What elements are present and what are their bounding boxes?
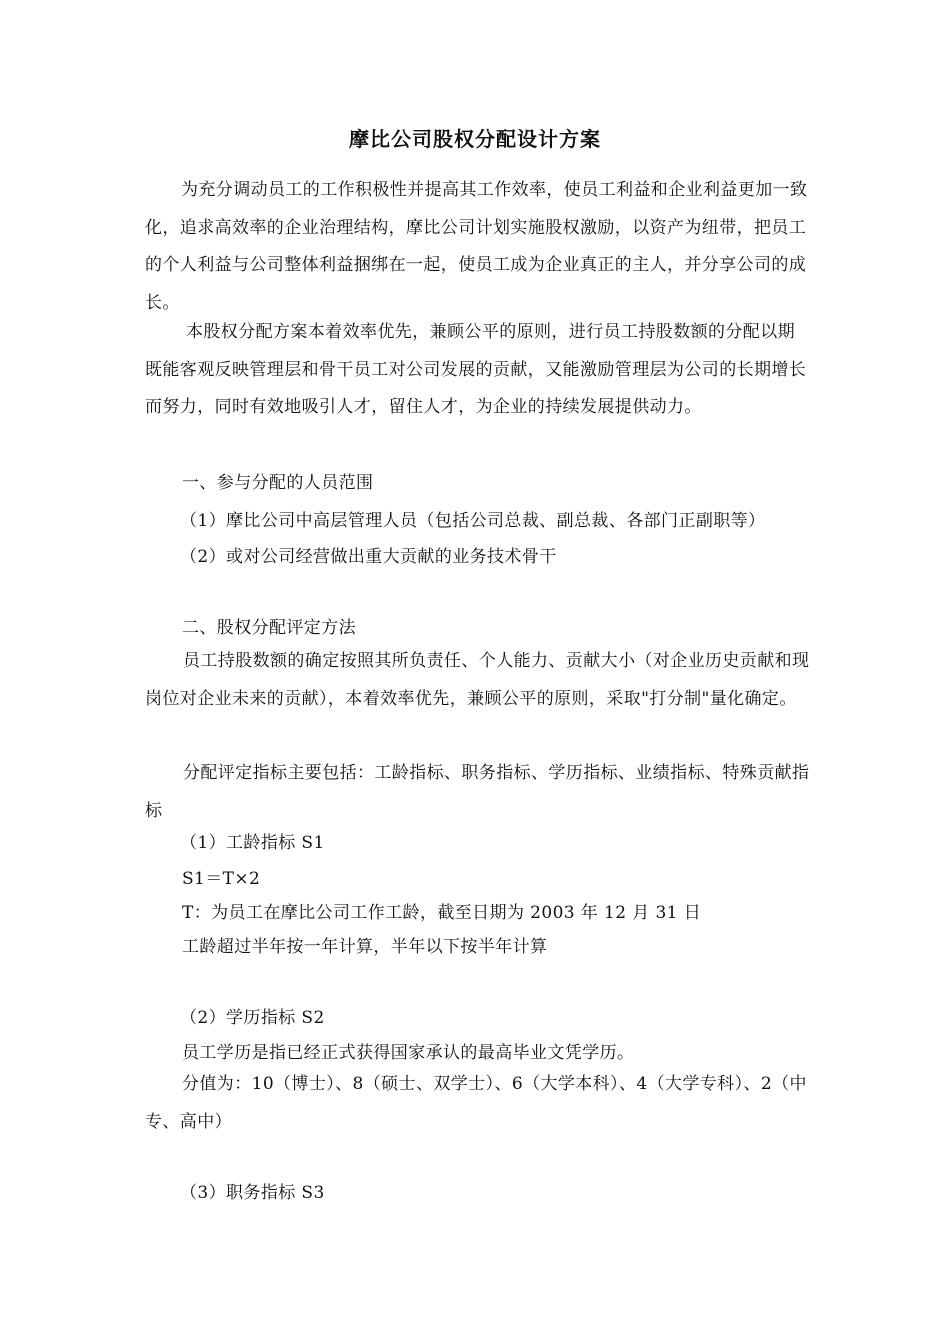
s2-definition: 员工学历是指已经正式获得国家承认的最高毕业文凭学历。 <box>182 1043 635 1063</box>
intro-paragraph-1: 为充分调动员工的工作积极性并提高其工作效率，使员工利益和企业利益更加一致化，追求高效率的企业治理结构，摩比公司计划实施股权激励，以资产为纽带，把员工的个人利益与公司整体利益捆绑在一起，使员工成为企业真正的主人，并分享公司的成长。 <box>145 180 808 313</box>
s1-formula: S1＝T×2 <box>182 869 261 889</box>
s3-heading: （3）职务指标 S3 <box>180 1183 325 1203</box>
section-1-item-1: （1）摩比公司中高层管理人员（包括公司总裁、副总裁、各部门正副职等） <box>180 511 766 531</box>
section-1-item-2: （2）或对公司经营做出重大贡献的业务技术骨干 <box>180 547 557 567</box>
s2-heading: （2）学历指标 S2 <box>180 1008 325 1028</box>
s1-rule: 工龄超过半年按一年计算，半年以下按半年计算 <box>182 937 548 957</box>
section-2-heading: 二、股权分配评定方法 <box>182 618 356 638</box>
s1-heading: （1）工龄指标 S1 <box>180 833 325 853</box>
s1-definition: T：为员工在摩比公司工作工龄，截至日期为 2003 年 12 月 31 日 <box>182 903 702 923</box>
s2-values: 分值为：10（博士）、8（硕士、双学士）、6（大学本科）、4（大学专科）、2（中专、高中） <box>145 1074 807 1132</box>
intro-paragraph-2: 本股权分配方案本着效率优先，兼顾公平的原则，进行员工持股数额的分配以期既能客观反映管理层和骨干员工对公司发展的贡献，又能激励管理层为公司的长期增长而努力，同时有效地吸引人才，留住人才，为企业的持续发展提供动力。 <box>145 322 807 417</box>
document-title: 摩比公司股权分配设计方案 <box>349 127 601 151</box>
section-2-paragraph-1: 员工持股数额的确定按照其所负责任、个人能力、贡献大小（对企业历史贡献和现岗位对企业未来的贡献），本着效率优先，兼顾公平的原则，采取"打分制"量化确定。 <box>145 651 810 709</box>
section-1-heading: 一、参与分配的人员范围 <box>182 473 374 493</box>
section-2-paragraph-2: 分配评定指标主要包括：工龄指标、职务指标、学历指标、业绩指标、特殊贡献指标 <box>145 763 810 821</box>
